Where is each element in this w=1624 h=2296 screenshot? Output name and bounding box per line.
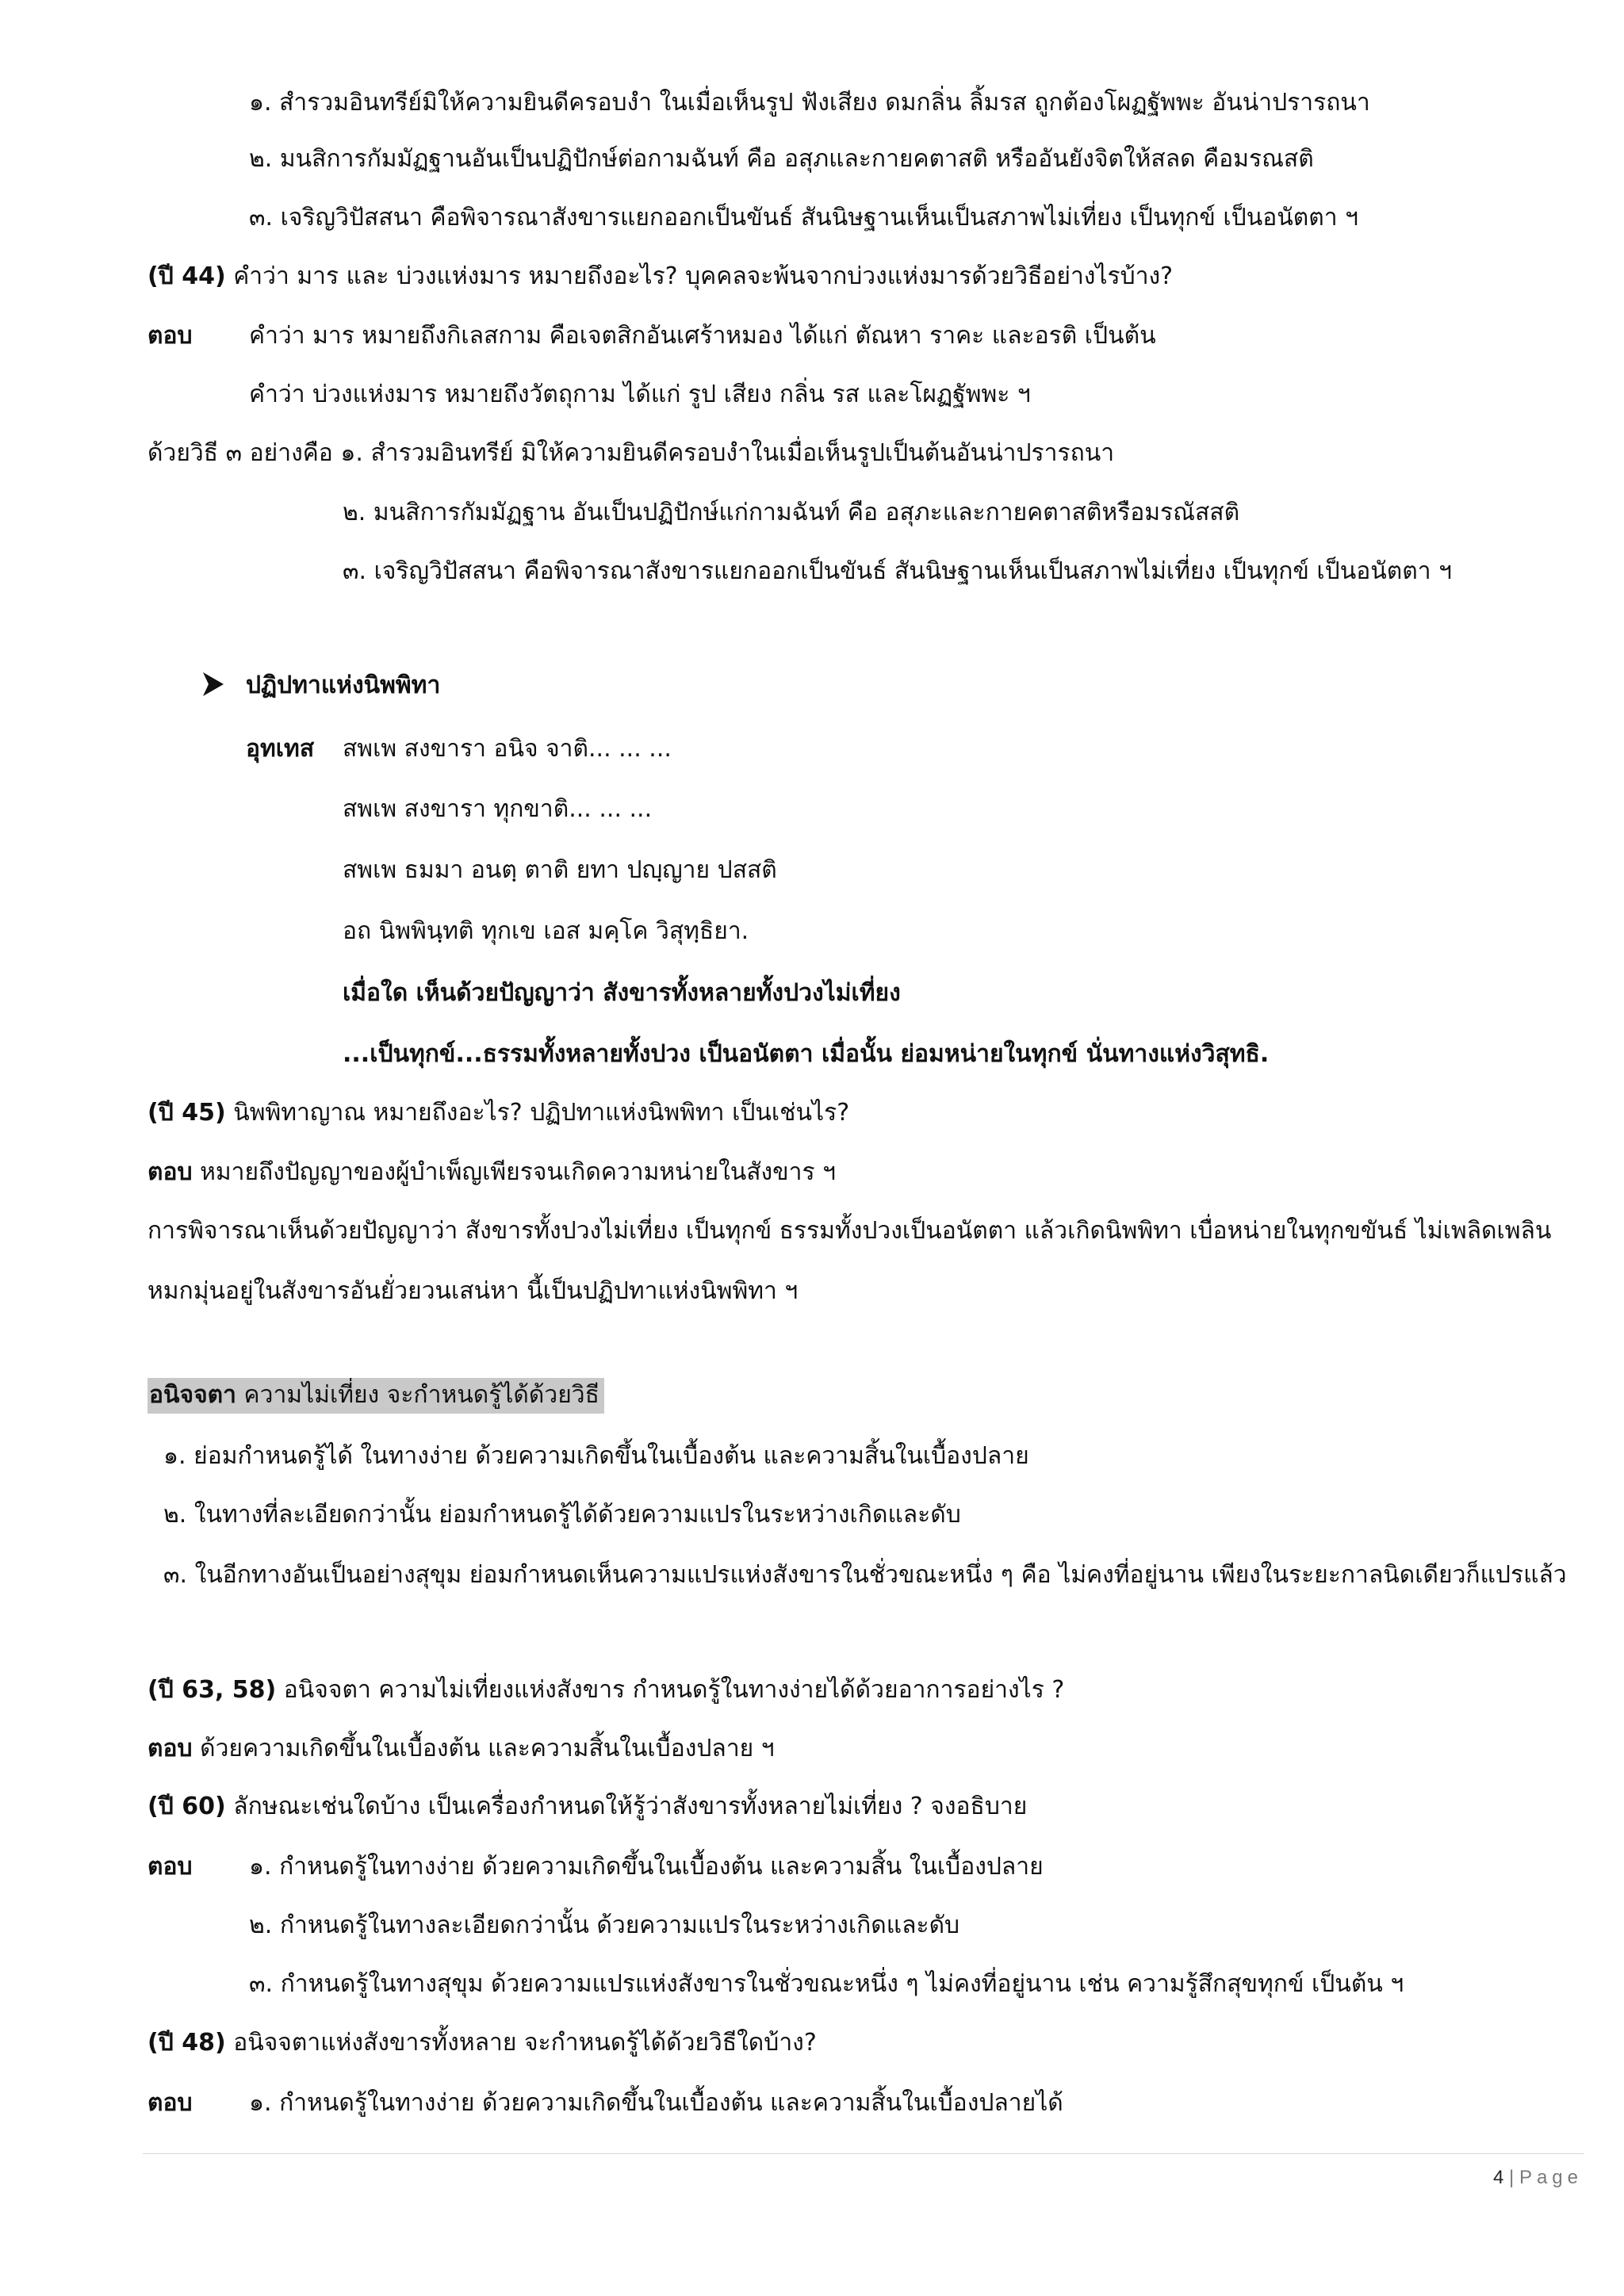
answer-line: [147, 1733, 775, 1765]
answer-text: ด้วยความเกิดขึ้นในเบื้องต้น และความสิ้นในเบื้องปลาย ฯ: [192, 1735, 775, 1762]
question-year-tag: (ปี 45): [147, 1099, 226, 1127]
answer-label: ตอบ: [147, 1735, 193, 1762]
question-year-tag: (ปี 63, 58): [147, 1676, 277, 1704]
section-heading: ปฏิปทาแห่งนิพพิทา: [246, 672, 441, 699]
question-text: คำว่า มาร และ บ่วงแห่งมาร หมายถึงอะไร? บุคคลจะพ้นจากบ่วงแห่งมารด้วยวิธีอย่างไรบ้าง?: [225, 262, 1174, 290]
question-year-tag: (ปี 48): [147, 2029, 226, 2057]
arrow-bullet-icon: [201, 671, 225, 698]
answer-label: ตอบ: [147, 1853, 193, 1881]
list-item: ๑. ย่อมกำหนดรู้ได้ ในทางง่าย ด้วยความเกิดขึ้นในเบื้องต้น และความสิ้นในเบื้องปลาย: [163, 1442, 1029, 1470]
highlighted-heading: [147, 1380, 604, 1411]
question-text: นิพพิทาญาณ หมายถึงอะไร? ปฏิปทาแห่งนิพพิทา เป็นเช่นไร?: [225, 1099, 850, 1127]
uddesa-label: อุทเทส: [246, 735, 315, 763]
answer-line: [147, 1157, 836, 1188]
footer-divider: [143, 2153, 1584, 2154]
answer-label: ตอบ: [147, 1158, 193, 1186]
answer-line: ๓. กำหนดรู้ในทางสุขุม ด้วยความแปรแห่งสังขารในชั่วขณะหนึ่ง ๆ ไม่คงที่อยู่นาน เช่น ความรู้สึกสุขทุกข์ เป็นต้น ฯ: [249, 1970, 1404, 1998]
page-word: Page: [1519, 2167, 1583, 2188]
page-number: 4: [1493, 2167, 1504, 2188]
footer-separator: |: [1503, 2167, 1519, 2188]
method-item: ๓. เจริญวิปัสสนา คือพิจารณาสังขารแยกออกเป็นขันธ์ สันนิษฐานเห็นเป็นสภาพไม่เที่ยง เป็นทุกข์ เป็นอนัตตา ฯ: [343, 557, 1452, 585]
heading-term: อนิจจตา: [149, 1381, 237, 1409]
verse-line: อถ นิพพินฺทติ ทุกเข เอส มคฺโค วิสุทฺธิยา.: [343, 917, 749, 945]
list-item: ๒. มนสิการกัมมัฏฐานอันเป็นปฏิปักษ์ต่อกามฉันท์ คือ อสุภและกายคตาสติ หรืออันยังจิตให้สลด คือมรณสติ: [249, 145, 1314, 173]
question-text: อนิจจตา ความไม่เที่ยงแห่งสังขาร กำหนดรู้ในทางง่ายได้ด้วยอาการอย่างไร ?: [276, 1676, 1065, 1704]
verse-line: สพเพ ธมมา อนตฺ ตาติ ยทา ปญฺญาย ปสสติ: [343, 856, 777, 884]
question-year-tag: (ปี 60): [147, 1793, 226, 1820]
method-intro: ด้วยวิธี ๓ อย่างคือ ๑. สำรวมอินทรีย์ มิให้ความยินดีครอบงำในเมื่อเห็นรูปเป็นต้นอันน่าปรารถนา: [147, 439, 1115, 467]
answer-line: ๒. กำหนดรู้ในทางละเอียดกว่านั้น ด้วยความแปรในระหว่างเกิดและดับ: [249, 1911, 960, 1939]
page-footer: [1493, 2166, 1583, 2190]
question-text: อนิจจตาแห่งสังขารทั้งหลาย จะกำหนดรู้ได้ด้วยวิธีใดบ้าง?: [225, 2029, 817, 2057]
answer-text: หมายถึงปัญญาของผู้บำเพ็ญเพียรจนเกิดความหน่ายในสังขาร ฯ: [192, 1158, 837, 1186]
verse-line: สพเพ สงขารา อนิจ จาติ... ... ...: [343, 735, 672, 763]
paragraph-line: การพิจารณาเห็นด้วยปัญญาว่า สังขารทั้งปวงไม่เที่ยง เป็นทุกข์ ธรรมทั้งปวงเป็นอนัตตา แล้วเกิดนิพพิทา เบื่อหน่ายในทุกขขันธ์ ไม่เพลิดเพลิน: [147, 1217, 1552, 1245]
question-60: [147, 1791, 1027, 1823]
answer-label: ตอบ: [147, 322, 193, 350]
question-48: [147, 2027, 817, 2059]
paragraph-line: หมกมุ่นอยู่ในสังขารอันยั่วยวนเสน่หา นี้เป็นปฏิปทาแห่งนิพพิทา ฯ: [147, 1277, 799, 1305]
answer-label: ตอบ: [147, 2089, 193, 2117]
heading-text: ความไม่เที่ยง จะกำหนดรู้ได้ด้วยวิธี: [236, 1381, 599, 1409]
question-44: [147, 261, 1173, 293]
list-item: ๓. ในอีกทางอันเป็นอย่างสุขุม ย่อมกำหนดเห็นความแปรแห่งสังขารในชั่วขณะหนึ่ง ๆ คือ ไม่คงที่อยู่นาน เพียงในระยะกาลนิดเดียวก็แปรแล้ว: [163, 1561, 1567, 1589]
translation-line: เมื่อใด เห็นด้วยปัญญาว่า สังขารทั้งหลายทั้งปวงไม่เที่ยง: [343, 979, 901, 1007]
list-item: ๑. สำรวมอินทรีย์มิให้ความยินดีครอบงำ ในเมื่อเห็นรูป ฟังเสียง ดมกลิ่น ลิ้มรส ถูกต้องโผฏฐัพพะ อันน่าปรารถนา: [249, 89, 1370, 117]
question-text: ลักษณะเช่นใดบ้าง เป็นเครื่องกำหนดให้รู้ว่าสังขารทั้งหลายไม่เที่ยง ? จงอธิบาย: [225, 1793, 1028, 1820]
answer-line: ๑. กำหนดรู้ในทางง่าย ด้วยความเกิดขึ้นในเบื้องต้น และความสิ้น ในเบื้องปลาย: [249, 1853, 1044, 1881]
question-year-tag: (ปี 44): [147, 262, 226, 290]
question-63-58: [147, 1674, 1064, 1706]
list-item: ๓. เจริญวิปัสสนา คือพิจารณาสังขารแยกออกเป็นขันธ์ สันนิษฐานเห็นเป็นสภาพไม่เที่ยง เป็นทุกข์ เป็นอนัตตา ฯ: [249, 204, 1358, 232]
translation-line: ...เป็นทุกข์...ธรรมทั้งหลายทั้งปวง เป็นอนัตตา เมื่อนั้น ย่อมหน่ายในทุกข์ นั่นทางแห่งวิสุทธิ.: [343, 1040, 1270, 1068]
answer-line: คำว่า บ่วงแห่งมาร หมายถึงวัตถุกาม ได้แก่ รูป เสียง กลิ่น รส และโผฏฐัพพะ ฯ: [249, 381, 1031, 408]
verse-line: สพเพ สงขารา ทุกขาติ... ... ...: [343, 795, 653, 823]
answer-line: คำว่า มาร หมายถึงกิเลสกาม คือเจตสิกอันเศร้าหมอง ได้แก่ ตัณหา ราคะ และอรติ เป็นต้น: [249, 322, 1156, 350]
list-item: ๒. ในทางที่ละเอียดกว่านั้น ย่อมกำหนดรู้ได้ด้วยความแปรในระหว่างเกิดและดับ: [163, 1501, 961, 1529]
method-item: ๒. มนสิการกัมมัฏฐาน อันเป็นปฏิปักษ์แก่กามฉันท์ คือ อสุภะและกายคตาสติหรือมรณัสสติ: [343, 499, 1240, 526]
question-45: [147, 1097, 849, 1129]
answer-line: ๑. กำหนดรู้ในทางง่าย ด้วยความเกิดขึ้นในเบื้องต้น และความสิ้นในเบื้องปลายได้: [249, 2089, 1063, 2117]
